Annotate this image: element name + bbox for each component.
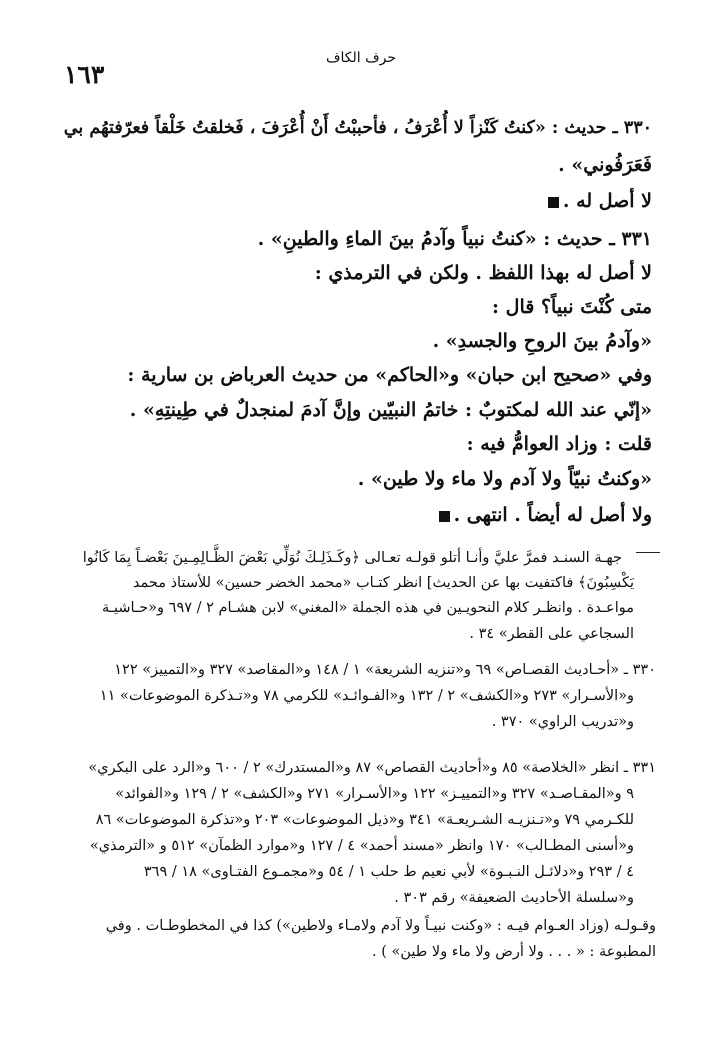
- hadith-331-quote-2: «إنّي عند الله لمكتوبٌ : خاتمُ النبيّين وإنَّ آدمَ لمنجدلٌ في طِينتِهِ» .: [129, 399, 652, 421]
- footnote-line: و«الأسـرار» ٢٧٣ و«الكشف» ٢ / ١٣٢ و«الفـوائـد» للكرمي ٧٨ و«تـذكرة الموضوعات» ١١: [99, 688, 634, 704]
- verdict-330-text: لا أصل له .: [562, 190, 652, 212]
- hadith-331-quote-3: «وكنتُ نبيّاً ولا آدم ولا ماء ولا طين» .: [357, 468, 652, 490]
- footnote-line: السجاعي على القطر» ٣٤ .: [469, 626, 634, 642]
- hadith-331-note-1: لا أصل له بهذا اللفظ . ولكن في الترمذي :: [314, 262, 652, 284]
- verdict-330: [62, 190, 652, 212]
- hadith-331: ٣٣١ ـ حديث : «كنتُ نبياً وآدمُ بينَ الماءِ والطينِ» .: [257, 228, 652, 250]
- footnote-line: جهـة السنـد فمرَّ عليَّ وأنـا أتلو قولـه تعـالى ﴿وكَـذَلِـكَ نُوَلِّي بَعْضَ الظَّـالِمِـينَ بَعْضـاً بِمَا كَانُوا: [82, 550, 622, 566]
- hadith-331-note-4: قلت : وزاد العوامُّ فيه :: [466, 433, 652, 455]
- footnote-line: و«تدريب الراوي» ٣٧٠ .: [491, 714, 634, 730]
- footnote-line: للكـرمي ٧٩ و«تـنزيـه الشـريعـة» ٣٤١ و«ذيل الموضوعات» ٢٠٣ و«تذكرة الموضوعات» ٨٦: [95, 812, 634, 828]
- footnote-line: و«أسنى المطـالب» ١٧٠ وانظر «مسند أحمد» ٤ / ١٢٧ و«موارد الظمآن» ٥١٢ و «الترمذي»: [89, 838, 634, 854]
- footnote-line: يَكْسِبُونَ﴾ فاكتفيت بها عن الحديث] انظر كتـاب «محمد الخضر حسين» للأستاذ محمد: [132, 575, 634, 591]
- footnote-line: مواعـدة . وانظـر كلام النحويـين في هذه الجملة «المغني» لابن هشـام ٢ / ٦٩٧ و«حـاشيـة: [102, 600, 634, 616]
- hadith-330-line-2: فَعَرَفُوني» .: [558, 154, 652, 176]
- hadith-331-note-2: متى كُنْتَ نبياً؟ قال :: [492, 296, 652, 318]
- end-square-icon: [548, 197, 559, 208]
- verdict-331-text: ولا أصل له أيضاً . انتهى .: [453, 504, 652, 526]
- page-number: ١٦٣: [64, 60, 105, 89]
- hadith-330-line-1: ٣٣٠ ـ حديث : «كنتُ كَنْزاً لا أُعْرَفُ ، فأحببْتُ أَنْ أُعْرَفَ ، فَخلقتُ خَلْقاً فعرّفتهُم بي: [63, 118, 652, 138]
- footnote-331: ٣٣١ ـ انظر «الخلاصة» ٨٥ و«أحاديث القصاص» ٨٧ و«المستدرك» ٢ / ٦٠٠ و«الرد على البكري»: [88, 760, 656, 776]
- footnote-line: ٤ / ٢٩٣ و«دلائـل النـبـوة» لأبي نعيم ط حلب ١ / ٥٤ و«مجمـوع الفتـاوى» ١٨ / ٣٦٩: [143, 864, 634, 880]
- footnote-line: ٩ و«المقـاصـد» ٣٢٧ و«التمييـز» ١٢٢ و«الأسـرار» ٢٧١ و«الكشف» ٢ / ١٢٩ و«الفوائد»: [115, 786, 634, 802]
- hadith-331-quote-1: «وآدمُ بينَ الروحِ والجسدِ» .: [432, 330, 652, 352]
- running-title: حرف الكاف: [325, 50, 396, 66]
- footnote-line: و«سلسلة الأحاديث الضعيفة» رقم ٣٠٣ .: [394, 890, 634, 906]
- footnote-rule: [636, 552, 660, 553]
- verdict-331: [62, 504, 652, 526]
- end-square-icon: [439, 511, 450, 522]
- footnote-line: المطبوعة : « . . . ولا أرض ولا ماء ولا طين» ) .: [372, 944, 656, 960]
- hadith-331-note-3: وفي «صحيح ابن حبان» و«الحاكم» من حديث العرباض بن سارية :: [127, 364, 652, 386]
- footnote-330: ٣٣٠ ـ «أحـاديث القصـاص» ٦٩ و«تنزيه الشريعة» ١ / ١٤٨ و«المقاصد» ٣٢٧ و«التمييز» ١٢٢: [114, 662, 656, 678]
- footnote-line: وقـولـه (وزاد العـوام فيـه : «وكنت نبيـاً ولا آدم ولامـاء ولاطين») كذا في المخطوطـات . وفي: [105, 918, 656, 934]
